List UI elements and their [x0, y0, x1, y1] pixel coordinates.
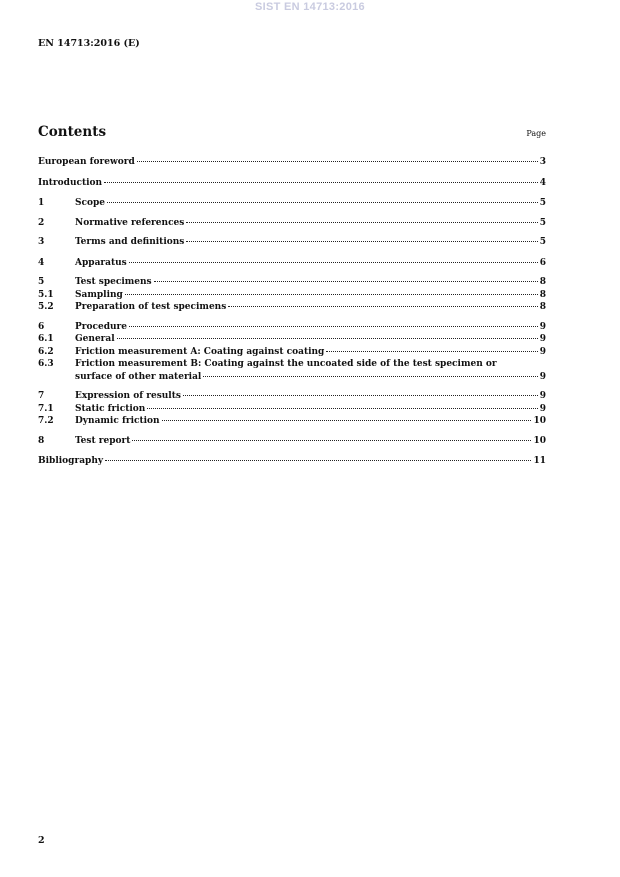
- leader-dots: [117, 338, 538, 339]
- toc-entry-title-line-1: Friction measurement B: Coating against the uncoated side of the test specimen or: [75, 359, 497, 369]
- toc-entry-title: Static friction: [75, 403, 146, 414]
- toc-entry-page: 10: [533, 435, 546, 446]
- contents-heading: Contents: [38, 124, 107, 140]
- leader-dots: [228, 306, 537, 307]
- toc-entry-european-foreword[interactable]: [38, 156, 546, 169]
- toc-entry-title: Friction measurement A: Coating against coating: [75, 346, 325, 357]
- toc-entry-page: 5: [539, 198, 546, 208]
- toc-entry-page: 9: [539, 371, 546, 382]
- page-number: 2: [38, 835, 45, 846]
- toc-entry-title-block: [75, 358, 546, 383]
- toc-entry-page: 3: [539, 157, 546, 167]
- leader-dots: [162, 420, 532, 421]
- toc-entry-title-line-2: surface of other material: [75, 371, 202, 382]
- toc-entry-normative-references[interactable]: [38, 217, 546, 230]
- toc-entry-page: 9: [539, 346, 546, 357]
- toc-entry-page: 5: [539, 237, 546, 247]
- toc-entry-title-line-2-row: [75, 371, 546, 384]
- toc-entry-page: 9: [539, 391, 546, 401]
- toc-entry-number: 3: [38, 237, 45, 247]
- toc-entry-dynamic-friction[interactable]: [38, 415, 546, 428]
- toc-entry-procedure[interactable]: [38, 321, 546, 334]
- toc-entry-scope[interactable]: [38, 197, 546, 210]
- toc-entry-page: 8: [539, 277, 546, 287]
- toc-entry-number: 5.1: [38, 289, 54, 300]
- toc-entry-apparatus[interactable]: [38, 257, 546, 270]
- toc-entry-general[interactable]: [38, 333, 546, 346]
- toc-entry-title: European foreword: [38, 157, 135, 167]
- leader-dots: [154, 281, 538, 282]
- toc-entry-bibliography[interactable]: [38, 455, 546, 468]
- toc-entry-page: 11: [533, 456, 546, 466]
- toc-entry-title: Introduction: [38, 177, 103, 188]
- page-column-label: Page: [526, 129, 546, 138]
- toc-entry-number: 7: [38, 391, 45, 401]
- toc-entry-test-report[interactable]: [38, 435, 546, 448]
- leader-dots: [137, 161, 538, 162]
- toc-entry-preparation-of-test-specimens[interactable]: [38, 301, 546, 314]
- leader-dots: [104, 182, 538, 183]
- toc-entry-number: 4: [38, 257, 45, 268]
- leader-dots: [186, 222, 537, 223]
- leader-dots: [105, 460, 531, 461]
- toc-entry-page: 5: [539, 217, 546, 228]
- toc-entry-introduction[interactable]: [38, 177, 546, 190]
- toc-entry-title: Terms and definitions: [75, 237, 185, 247]
- toc-entry-page: 6: [539, 257, 546, 268]
- toc-entry-terms-and-definitions[interactable]: [38, 236, 546, 249]
- toc-entry-page: 9: [539, 403, 546, 414]
- toc-entry-sampling[interactable]: [38, 289, 546, 302]
- toc-entry-title: Expression of results: [75, 391, 181, 401]
- toc-entry-title: Normative references: [75, 217, 185, 228]
- toc-entry-title: Bibliography: [38, 456, 104, 466]
- toc-entry-number: 1: [38, 198, 45, 208]
- leader-dots: [107, 202, 538, 203]
- document-id: EN 14713:2016 (E): [38, 38, 140, 49]
- toc-entry-page: 9: [539, 321, 546, 332]
- watermark: SIST EN 14713:2016: [255, 1, 365, 13]
- leader-dots: [125, 294, 538, 295]
- toc-entry-title: Preparation of test specimens: [75, 302, 227, 312]
- toc-entry-number: 5: [38, 277, 45, 287]
- toc-entry-number: 8: [38, 435, 45, 446]
- toc-entry-friction-measurement-b[interactable]: [38, 358, 546, 383]
- leader-dots: [326, 351, 537, 352]
- toc-entry-page: 8: [539, 289, 546, 300]
- leader-dots: [147, 408, 537, 409]
- leader-dots: [129, 326, 538, 327]
- toc-entry-friction-measurement-a[interactable]: [38, 346, 546, 359]
- toc-entry-title: Sampling: [75, 289, 123, 300]
- toc-entry-title: Dynamic friction: [75, 416, 160, 426]
- leader-dots: [129, 262, 538, 263]
- toc-entry-page: 10: [533, 416, 546, 426]
- toc-entry-number: 6.3: [38, 359, 54, 369]
- toc-entry-static-friction[interactable]: [38, 403, 546, 416]
- toc-entry-number: 6.1: [38, 334, 54, 344]
- leader-dots: [186, 241, 537, 242]
- toc-entry-page: 4: [539, 177, 546, 188]
- toc-entry-page: 9: [539, 334, 546, 344]
- leader-dots: [203, 376, 537, 377]
- toc-entry-title: Procedure: [75, 321, 128, 332]
- toc-entry-number: 6: [38, 321, 45, 332]
- toc-entry-number: 7.2: [38, 416, 54, 426]
- toc-entry-expression-of-results[interactable]: [38, 390, 546, 403]
- toc-entry-number: 7.1: [38, 403, 54, 414]
- toc-entry-number: 5.2: [38, 302, 54, 312]
- toc-entry-title: General: [75, 334, 115, 344]
- toc-entry-number: 6.2: [38, 346, 54, 357]
- toc-entry-test-specimens[interactable]: [38, 276, 546, 289]
- toc-entry-page: 8: [539, 302, 546, 312]
- toc-entry-title: Apparatus: [75, 257, 127, 268]
- toc-entry-title: Test report: [75, 435, 131, 446]
- toc-entry-number: 2: [38, 217, 45, 228]
- toc-entry-title: Test specimens: [75, 277, 152, 287]
- leader-dots: [132, 440, 531, 441]
- table-of-contents: [38, 156, 546, 468]
- toc-entry-title: Scope: [75, 198, 106, 208]
- leader-dots: [183, 395, 538, 396]
